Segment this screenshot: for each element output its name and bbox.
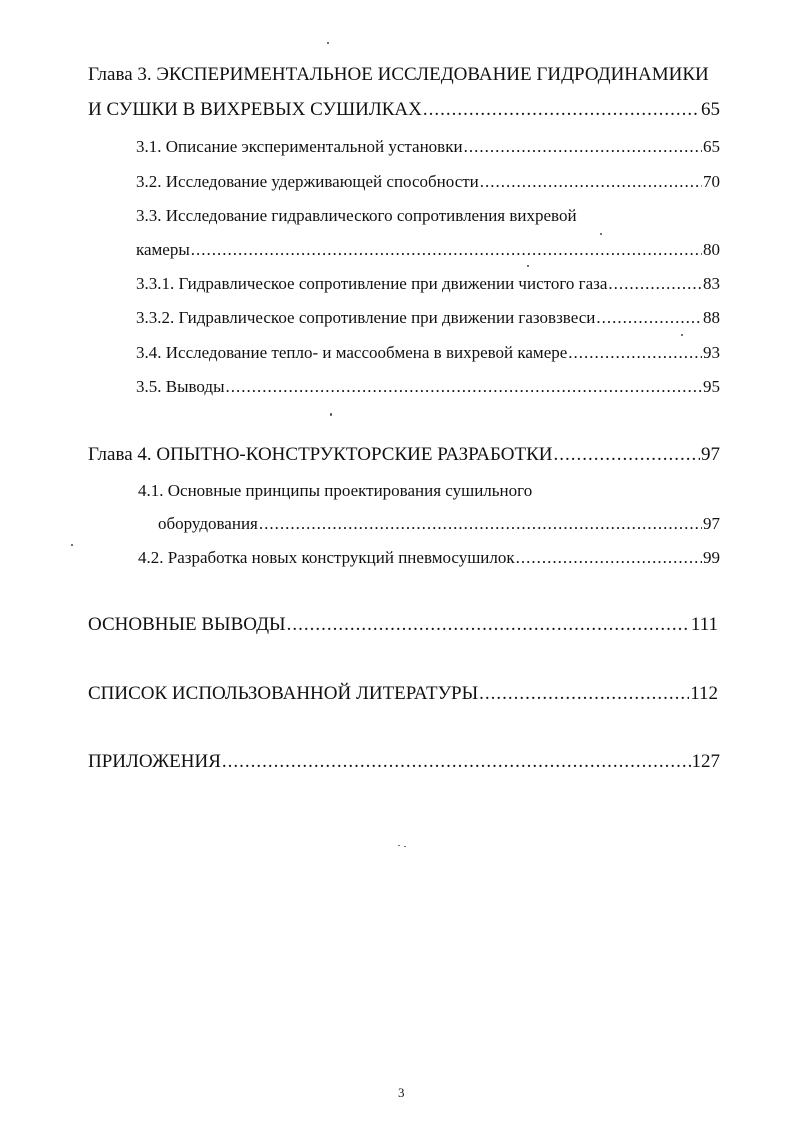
toc-entry-title: 3.3.1. Гидравлическое сопротивление при движении чистого газа <box>136 274 608 293</box>
toc-entry-3-2[interactable] <box>136 172 720 192</box>
leader-dots <box>287 614 690 636</box>
leader-dots <box>191 240 702 260</box>
toc-page-number: 99 <box>703 548 720 567</box>
toc-entry-references[interactable] <box>88 683 718 705</box>
toc-entry-chapter-4[interactable] <box>88 444 720 466</box>
leader-dots <box>480 172 702 192</box>
toc-entry-conclusions[interactable] <box>88 614 718 636</box>
toc-entry-chapter-3[interactable] <box>88 99 720 121</box>
scan-speck <box>71 544 73 546</box>
leader-dots <box>553 444 700 466</box>
toc-entry-title: 3.5. Выводы <box>136 377 225 396</box>
toc-entry-title: 4.2. Разработка новых конструкций пневмосушилок <box>138 548 515 567</box>
toc-page-number: 65 <box>701 99 720 120</box>
toc-entry-3-5[interactable] <box>136 377 720 397</box>
toc-entry-title: 3.1. Описание экспериментальной установки <box>136 137 463 156</box>
toc-entry-4-1-title-line1: 4.1. Основные принципы проектирования сушильного <box>138 481 533 500</box>
toc-chapter-3-title-line2: И СУШКИ В ВИХРЕВЫХ СУШИЛКАХ <box>88 99 422 120</box>
leader-dots <box>479 683 689 705</box>
toc-entry-title: ПРИЛОЖЕНИЯ <box>88 751 221 772</box>
toc-page-number: 97 <box>703 514 720 533</box>
page-number: 3 <box>398 1085 405 1100</box>
toc-page-number: 93 <box>703 343 720 362</box>
scan-speck <box>404 846 406 847</box>
toc-entry-3-1[interactable] <box>136 137 720 157</box>
leader-dots <box>608 274 702 294</box>
toc-page-number: 112 <box>690 683 718 704</box>
toc-entry-4-1-title-line2: оборудования <box>158 514 258 533</box>
toc-page-number: 65 <box>703 137 720 156</box>
toc-entry-title: 3.3.2. Гидравлическое сопротивление при движении газовзвеси <box>136 308 596 327</box>
toc-entry-title: СПИСОК ИСПОЛЬЗОВАННОЙ ЛИТЕРАТУРЫ <box>88 683 479 704</box>
toc-entry-3-3-title-line1: 3.3. Исследование гидравлического сопротивления вихревой <box>136 206 577 225</box>
toc-page-number: 95 <box>703 377 720 396</box>
leader-dots <box>568 343 702 363</box>
leader-dots <box>516 548 702 568</box>
toc-entry-3-4[interactable] <box>136 343 720 363</box>
leader-dots <box>222 751 691 773</box>
scan-speck <box>398 845 400 846</box>
leader-dots <box>226 377 702 397</box>
toc-entry-3-3-2[interactable] <box>136 308 720 328</box>
toc-page-number: 80 <box>703 240 720 259</box>
toc-page-number: 97 <box>701 444 720 465</box>
scan-speck <box>600 233 602 235</box>
toc-entry-title: 3.2. Исследование удерживающей способности <box>136 172 479 191</box>
toc-page-number: 83 <box>703 274 720 293</box>
toc-entry-3-3[interactable] <box>136 240 720 260</box>
toc-page-number: 70 <box>703 172 720 191</box>
leader-dots <box>464 137 702 157</box>
toc-entry-title: 3.4. Исследование тепло- и массообмена в вихревой камере <box>136 343 568 362</box>
scan-speck <box>327 42 329 44</box>
toc-page-number: 111 <box>690 614 718 635</box>
leader-dots <box>259 514 702 534</box>
toc-entry-3-3-1[interactable] <box>136 274 720 294</box>
leader-dots <box>423 99 700 121</box>
scan-speck <box>681 334 683 336</box>
toc-page-number: 127 <box>691 751 720 772</box>
scan-speck <box>330 413 332 416</box>
toc-entry-4-1[interactable] <box>158 514 720 534</box>
toc-entry-appendices[interactable] <box>88 751 720 773</box>
toc-entry-title: Глава 4. ОПЫТНО-КОНСТРУКТОРСКИЕ РАЗРАБОТКИ <box>88 444 553 465</box>
toc-chapter-3-title-line1: Глава 3. ЭКСПЕРИМЕНТАЛЬНОЕ ИССЛЕДОВАНИЕ ГИДРОДИНАМИКИ <box>88 64 709 85</box>
toc-entry-title: ОСНОВНЫЕ ВЫВОДЫ <box>88 614 286 635</box>
scan-speck <box>527 265 529 267</box>
toc-entry-4-2[interactable] <box>138 548 720 568</box>
toc-page-number: 88 <box>703 308 720 327</box>
leader-dots <box>596 308 702 328</box>
toc-entry-3-3-title-line2: камеры <box>136 240 190 259</box>
